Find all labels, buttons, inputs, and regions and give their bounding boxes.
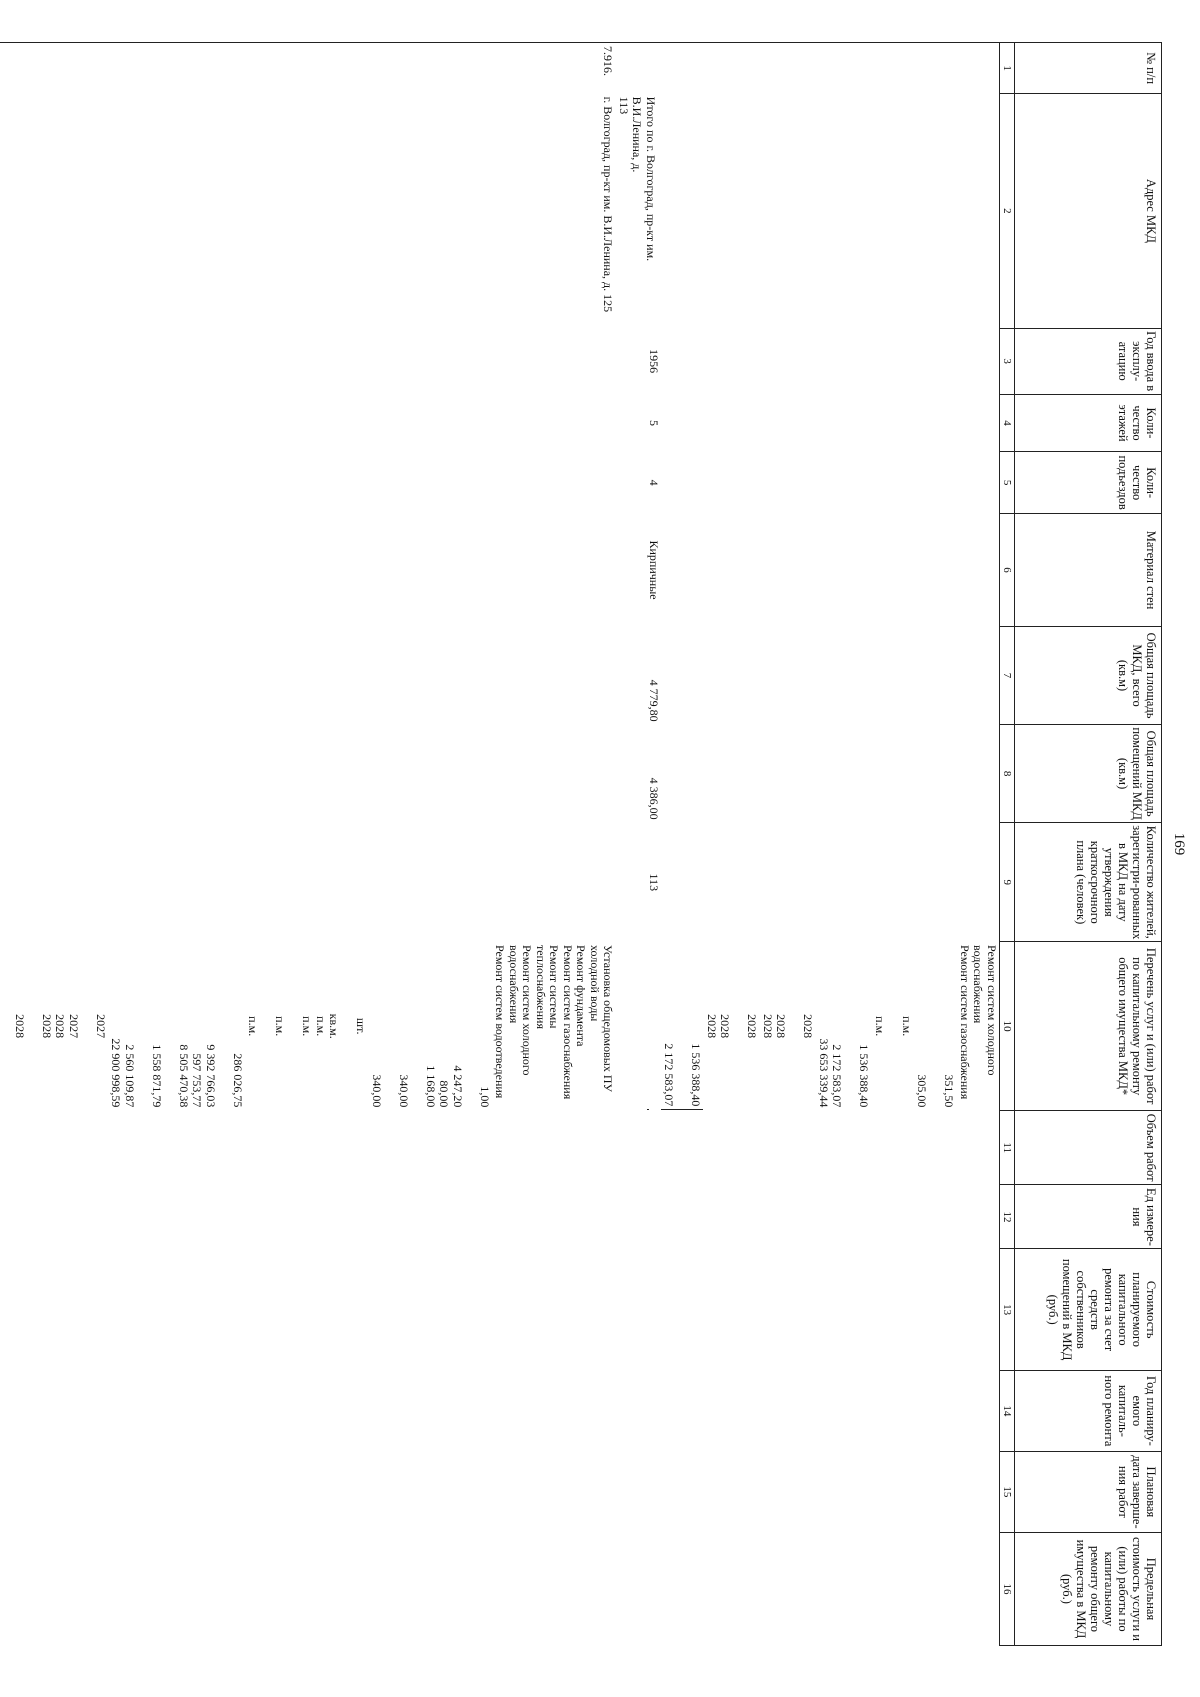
col-number: 9 bbox=[1000, 823, 1015, 942]
col-header-entrances: Коли-чество подъездов bbox=[1015, 452, 1162, 514]
cell-address: Итого по г. Волгоград, пр-кт им. В.И.Ленина, д. 113 bbox=[617, 96, 658, 262]
col-number: 8 bbox=[1000, 725, 1015, 823]
rotated-table-sheet bbox=[13, 42, 1188, 1646]
cell-volume bbox=[657, 942, 659, 1110]
col-number: 7 bbox=[1000, 627, 1015, 725]
cell-num: 7.916. bbox=[0, 43, 616, 94]
cell-end-date: 2028 2028 2028 bbox=[705, 1014, 760, 1039]
cell-limit-cost: 1 536 388,40 2 172 583,07 bbox=[661, 942, 704, 1110]
cell-address bbox=[988, 94, 990, 328]
page-number: 169 bbox=[1171, 832, 1187, 856]
cell-entrances bbox=[0, 452, 616, 514]
cell-entrances: 4 bbox=[647, 479, 661, 486]
cell-num bbox=[616, 43, 662, 94]
cell-volume: 351,50 305,00 bbox=[915, 1074, 957, 1108]
cell-year bbox=[0, 328, 616, 394]
cell-floors bbox=[661, 394, 1000, 452]
cell-total-area bbox=[0, 627, 616, 725]
col-number: 5 bbox=[1000, 452, 1015, 514]
col-header-num: № п/п bbox=[1015, 43, 1162, 94]
col-number: 12 bbox=[1000, 1185, 1015, 1249]
col-number: 3 bbox=[1000, 328, 1015, 394]
col-header-cost: Стоимость планируемого капитального ремонта за счет средств собственников помещений в МКД (руб.) bbox=[1015, 1249, 1162, 1371]
col-number: 13 bbox=[1000, 1249, 1015, 1371]
table-row bbox=[616, 43, 662, 1646]
cell-works bbox=[659, 942, 661, 1110]
col-header-unit: Ед измере-ния bbox=[1015, 1185, 1162, 1249]
cell-volume: 1,00 4 247,20 80,00 1 168,00 340,00 340,00 bbox=[370, 1065, 492, 1108]
cell-plan-year: 2027 2027 2028 2028 2028 bbox=[13, 1014, 108, 1039]
col-header-residents: Количество жителей, зарегистри-рованных в МКД на дату утверждения краткосрочного плана (человек) bbox=[1015, 823, 1162, 942]
cell-premises-area bbox=[0, 725, 616, 823]
cell-total-area: 4 779,80 bbox=[647, 679, 661, 722]
cell-walls bbox=[661, 514, 1000, 627]
col-number: 2 bbox=[1000, 94, 1015, 328]
col-header-year: Год ввода в эксплу-атацию bbox=[1015, 328, 1162, 394]
cell-works: Установка общедомовых ПУ холодной воды Ремонт фундамента Ремонт систем газоснабжения Ремонт системы теплоснабжения Ремонт систем холодного водоснабжения Ремонт систем водоотведения bbox=[493, 944, 616, 1100]
cell-walls: Кирпичные bbox=[647, 540, 661, 600]
col-header-address: Адрес МКД bbox=[1015, 94, 1162, 328]
cell-walls bbox=[0, 514, 616, 627]
col-header-limit-cost: Предельная стоимость услуги и (или) работы по капитальному ремонту общего имущества в МКД (руб.) bbox=[1015, 1532, 1162, 1645]
col-header-walls: Материал стен bbox=[1015, 514, 1162, 627]
col-number: 11 bbox=[1000, 1110, 1015, 1185]
cell-end-date bbox=[649, 942, 651, 1110]
col-header-total-area: Общая площадь МКД, всего (кв.м) bbox=[1015, 627, 1162, 725]
cell-address: г. Волгоград, пр-кт им. В.И.Ленина, д. 125 bbox=[601, 96, 616, 313]
cell-num bbox=[661, 43, 1000, 94]
table-row bbox=[0, 43, 616, 1646]
cell-premises-area bbox=[661, 725, 1000, 823]
cell-plan-year: 2028 2028 2028 bbox=[761, 1014, 816, 1039]
cell-cost bbox=[653, 942, 655, 1110]
table-row bbox=[661, 43, 1000, 1646]
cell-residents bbox=[0, 823, 616, 942]
cell-residents: 113 bbox=[647, 873, 661, 892]
cell-premises-area: 4 386,00 bbox=[647, 777, 661, 820]
col-number: 10 bbox=[1000, 942, 1015, 1110]
col-header-volume: Объем работ bbox=[1015, 1110, 1162, 1185]
table-body bbox=[0, 43, 1000, 1646]
col-number: 14 bbox=[1000, 1370, 1015, 1451]
cell-plan-year bbox=[651, 942, 653, 1110]
cell-limit-cost bbox=[647, 942, 649, 1110]
col-number: 15 bbox=[1000, 1451, 1015, 1532]
cell-unit: п.м. п.м. bbox=[873, 1016, 914, 1037]
col-number: 6 bbox=[1000, 514, 1015, 627]
header-row bbox=[1015, 43, 1162, 1646]
col-number: 16 bbox=[1000, 1532, 1015, 1645]
col-header-plan-year: Год планиру-емого капиталь-ного ремонта bbox=[1015, 1370, 1162, 1451]
cell-cost: 286 026,75 9 392 766,03 597 753,77 8 505 470,38 1 558 871,79 2 560 109,87 22 900 998,59 bbox=[109, 1038, 245, 1108]
col-header-end-date: Плановая дата заверше-ния работ bbox=[1015, 1451, 1162, 1532]
col-header-floors: Коли-чество этажей bbox=[1015, 394, 1162, 452]
cell-entrances bbox=[661, 452, 1000, 514]
cell-residents bbox=[661, 823, 1000, 942]
cell-works: Ремонт систем холодного водоснабжения Ремонт систем газоснабжения bbox=[958, 944, 999, 1100]
cell-year bbox=[661, 328, 1000, 394]
col-header-premises-area: Общая площадь помещений МКД (кв.м) bbox=[1015, 725, 1162, 823]
cell-cost: 1 536 388,40 2 172 583,07 33 653 339,44 bbox=[817, 1038, 872, 1108]
repair-plan-table bbox=[0, 42, 1162, 1646]
col-number: 1 bbox=[1000, 43, 1015, 94]
cell-unit bbox=[655, 942, 657, 1110]
col-header-works: Перечень услуг и (или) работ по капитальному ремонту общего имущества МКД* bbox=[1015, 942, 1162, 1110]
cell-unit: шт. кв.м. п.м. п.м. п.м. п.м. bbox=[246, 1013, 369, 1039]
column-number-row bbox=[1000, 43, 1015, 1646]
cell-total-area bbox=[661, 627, 1000, 725]
cell-floors bbox=[0, 394, 616, 452]
col-number: 4 bbox=[1000, 394, 1015, 452]
cell-floors: 5 bbox=[647, 419, 661, 426]
cell-year: 1956 bbox=[647, 349, 661, 374]
